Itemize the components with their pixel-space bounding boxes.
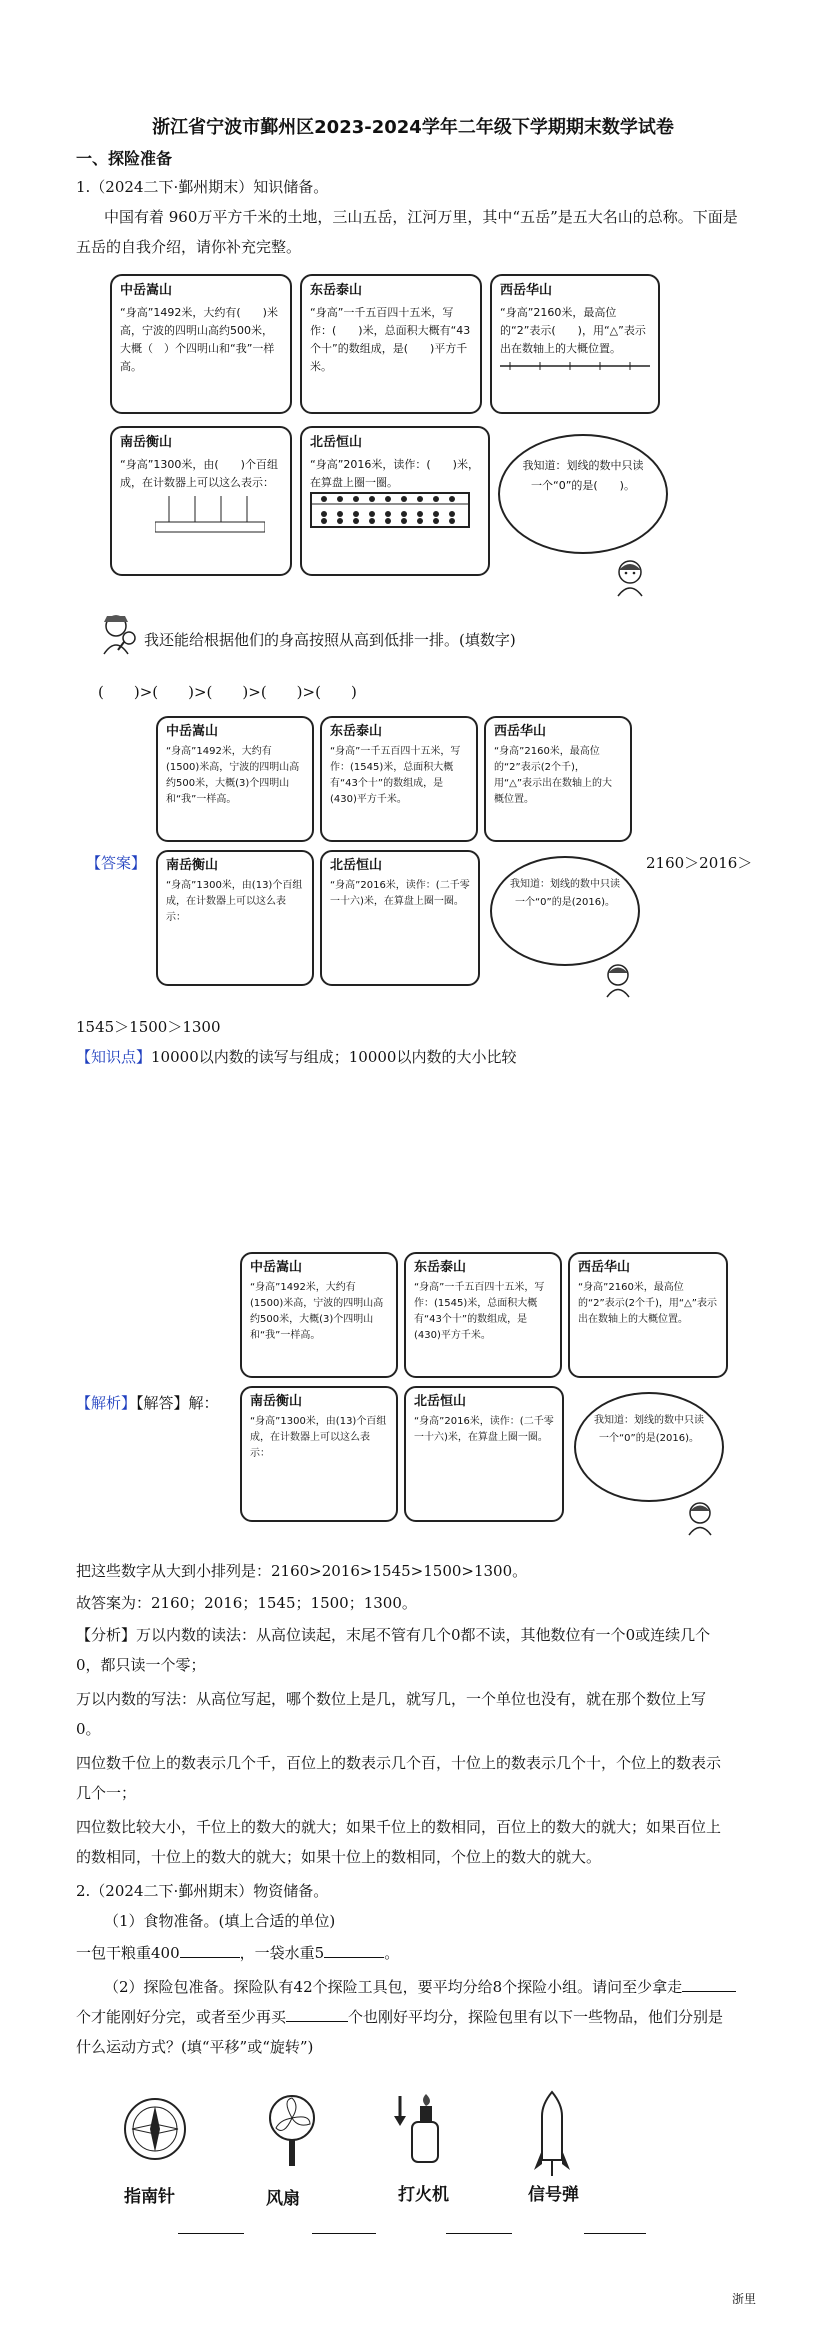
q2-part2-line2 — [76, 2002, 756, 2032]
page-title: 浙江省宁波市鄞州区2023-2024学年二年级下学期期末数学试卷 — [152, 117, 674, 138]
card-text: “身高”一千五百四十五米，写作：( )米，总面积大概有“43个十”的数组成，是( )平方千米。 — [310, 306, 471, 373]
q2-part1-blanks — [76, 1938, 756, 1968]
text: 个才能刚好分完，或者至少再买 — [76, 2008, 287, 2026]
fenxi-line7: 四位数比较大小，千位上的数大的就大；如果千位上的数相同，百位上的数大的就大；如果百位上 — [76, 1818, 722, 1836]
counter-icon — [155, 492, 265, 534]
card-hua — [490, 274, 660, 414]
q1-stem: 1.（2024二下·鄞州期末）知识储备。 — [76, 178, 329, 196]
lighter-icon — [392, 2092, 452, 2172]
card-head: 中岳嵩山 — [250, 1260, 303, 1275]
q2-part2-line3: 什么运动方式？(填“平移”或“旋转”) — [76, 2038, 314, 2056]
analysis-card-heng-north — [404, 1386, 564, 1522]
card-head: 东岳泰山 — [414, 1260, 467, 1275]
answer-blank-lighter[interactable] — [446, 2232, 512, 2234]
analysis-card-tai — [404, 1252, 562, 1378]
answer-card-heng-south — [156, 850, 314, 986]
card-head: 东岳泰山 — [330, 724, 383, 739]
knowledge-text: 10000以内数的读写与组成；10000以内数的大小比较 — [151, 1048, 517, 1066]
card-head: 西岳华山 — [494, 724, 547, 739]
answer-blank-flare[interactable] — [584, 2232, 646, 2234]
item-label-flare: 信号弹 — [528, 2185, 579, 2205]
analysis-label — [76, 1392, 219, 1414]
card-text: “身高”2016米，读作：(二千零一十六)米，在算盘上圈一圈。 — [330, 880, 470, 907]
answer-card-heng-north — [320, 850, 480, 986]
fenxi-line8: 的数相同，十位上的数大的就大；如果十位上的数相同，个位上的数大的就大。 — [76, 1848, 602, 1866]
fenxi-line3: 万以内数的写法：从高位写起，哪个数位上是几，就写几，一个单位也没有，就在那个数位上写 — [76, 1690, 707, 1708]
text: （2）探险包准备。探险队有42个探险工具包，要平均分给8个探险小组。请问至少拿走 — [104, 1978, 683, 1996]
card-text: “身高”1300米，由(13)个百组成，在计数器上可以这么表示： — [250, 1416, 387, 1459]
blank-field[interactable] — [682, 1991, 736, 1992]
card-text: “身高”1492米，大约有(1500)米高，宁波的四明山高约500米，大概(3)个四明山和“我”一样高。 — [166, 746, 300, 805]
bubble-text: 我知道：划线的数中只读一个“0”的是(2016)。 — [594, 1415, 704, 1444]
fan-icon — [262, 2092, 322, 2172]
item-label-fan: 风扇 — [266, 2189, 300, 2209]
compass-icon — [120, 2094, 190, 2164]
q1-intro-line2: 五岳的自我介绍，请你补充完整。 — [76, 238, 302, 256]
fenxi-line4: 0。 — [76, 1720, 101, 1738]
answer-blank-compass[interactable] — [178, 2232, 244, 2234]
solve-tag: 【解答】 — [136, 1394, 189, 1412]
blank-field[interactable] — [180, 1957, 240, 1958]
card-song — [110, 274, 292, 414]
number-line-icon — [500, 360, 650, 372]
card-text: “身高”1300米，由( )个百组成，在计数器上可以这么表示： — [120, 458, 278, 489]
card-head: 中岳嵩山 — [166, 724, 219, 739]
knowledge-tag: 【知识点】 — [76, 1048, 152, 1066]
q1-intro-line1: 中国有着 960万平方千米的土地，三山五岳，江河万里，其中“五岳”是五大名山的总称。下面是 — [104, 208, 738, 226]
speech-bubble — [498, 434, 668, 554]
analysis-speech-bubble — [574, 1392, 724, 1502]
card-head: 中岳嵩山 — [120, 283, 173, 298]
card-head: 北岳恒山 — [330, 858, 383, 873]
item-label-compass: 指南针 — [124, 2187, 175, 2207]
answer-tag: 【答案】 — [86, 854, 147, 872]
answer-card-hua — [484, 716, 632, 842]
bubble-text: 我知道：划线的数中只读一个“0”的是(2016)。 — [510, 879, 620, 908]
text: ，一袋水重5 — [239, 1944, 325, 1962]
explain-line2: 故答案为：2160；2016；1545；1500；1300。 — [76, 1594, 417, 1612]
fenxi-line2: 0，都只读一个零； — [76, 1656, 206, 1674]
text: 一包干粮重400 — [76, 1944, 180, 1962]
answer-card-tai — [320, 716, 478, 842]
card-head: 东岳泰山 — [310, 283, 363, 298]
blank-field[interactable] — [286, 2021, 348, 2022]
card-head: 北岳恒山 — [414, 1394, 467, 1409]
blank-field[interactable] — [324, 1957, 384, 1958]
fenxi-line1 — [76, 1620, 756, 1650]
q2-part1: （1）食物准备。(填上合适的单位) — [104, 1912, 336, 1930]
fenxi-text: 万以内数的读法：从高位读起，末尾不管有几个0都不读，其他数位有一个0或连续几个 — [136, 1626, 711, 1644]
card-text: “身高”2016米，读作：( )米，在算盘上圈一圈。 — [310, 458, 479, 489]
child-icon — [682, 1500, 718, 1536]
child-icon — [610, 558, 650, 598]
fenxi-line6: 几个一； — [76, 1784, 137, 1802]
text: 个也刚好平均分，探险包里有以下一些物品，他们分别是 — [348, 2008, 724, 2026]
abacus-icon — [310, 492, 470, 528]
card-head: 西岳华山 — [500, 283, 553, 298]
analysis-card-heng-south — [240, 1386, 398, 1522]
analysis-card-song — [240, 1252, 398, 1378]
card-text: “身高”2160米，最高位的“2”表示( )，用“△”表示出在数轴上的大概位置。 — [500, 306, 646, 355]
card-text: “身高”1492米，大约有( )米高，宁波的四明山高约500米，大概（ ）个四明山和“我”一样高。 — [120, 306, 278, 373]
answer-speech-bubble — [490, 856, 640, 966]
q2-stem: 2.（2024二下·鄞州期末）物资储备。 — [76, 1882, 329, 1900]
card-text: “身高”1300米，由(13)个百组成，在计数器上可以这么表示： — [166, 880, 303, 923]
sort-prompt: 我还能给根据他们的身高按照从高到低排一排。(填数字) — [144, 631, 516, 649]
knowledge-line — [76, 1045, 516, 1069]
sort-blanks[interactable]: ( )>( )>( )>( )>( ) — [98, 683, 357, 701]
flare-icon — [532, 2090, 572, 2180]
card-text: “身高”2160米，最高位的“2”表示(2个千)，用“△”表示出在数轴上的大概位置。 — [494, 746, 613, 805]
child-icon — [600, 962, 636, 998]
card-text: “身高”2160米，最高位的“2”表示(2个千)，用“△”表示出在数轴上的大概位置。 — [578, 1282, 717, 1325]
answer-blank-fan[interactable] — [312, 2232, 376, 2234]
explorer-icon — [98, 612, 138, 656]
card-text: “身高”1492米，大约有(1500)米高，宁波的四明山高约500米，大概(3)个四明山和“我”一样高。 — [250, 1282, 384, 1341]
fenxi-line5: 四位数千位上的数表示几个千，百位上的数表示几个百，十位上的数表示几个十，个位上的数表示 — [76, 1754, 722, 1772]
card-head: 南岳衡山 — [120, 435, 173, 450]
card-heng-north — [300, 426, 490, 576]
card-heng-south — [110, 426, 292, 576]
text: 。 — [384, 1944, 400, 1962]
card-tai — [300, 274, 482, 414]
page-footer: 浙里 — [731, 2292, 756, 2306]
card-text: “身高”一千五百四十五米，写作：(1545)米，总面积大概有“43个十”的数组成，是(430)平方千米。 — [414, 1282, 545, 1341]
section-heading: 一、探险准备 — [76, 149, 173, 168]
item-label-lighter: 打火机 — [398, 2185, 449, 2205]
analysis-card-hua — [568, 1252, 728, 1378]
answer-tail: 2160＞2016＞ — [646, 854, 753, 872]
explain-line1: 把这些数字从大到小排列是：2160>2016>1545>1500>1300。 — [76, 1562, 528, 1580]
bubble-text: 我知道：划线的数中只读一个“0”的是( )。 — [522, 459, 644, 492]
fenxi-tag: 【分析】 — [76, 1626, 137, 1644]
card-head: 北岳恒山 — [310, 435, 363, 450]
card-head: 西岳华山 — [578, 1260, 631, 1275]
card-head: 南岳衡山 — [166, 858, 219, 873]
q2-part2-line1 — [76, 1972, 756, 2002]
answer-line2: 1545＞1500＞1300 — [76, 1018, 221, 1036]
card-text: “身高”2016米，读作：(二千零一十六)米，在算盘上圈一圈。 — [414, 1416, 554, 1443]
answer-card-song — [156, 716, 314, 842]
analysis-tag: 【解析】 — [76, 1394, 137, 1412]
card-head: 南岳衡山 — [250, 1394, 303, 1409]
solve-suffix: 解： — [188, 1394, 219, 1412]
card-text: “身高”一千五百四十五米，写作：(1545)米，总面积大概有“43个十”的数组成，是(430)平方千米。 — [330, 746, 461, 805]
